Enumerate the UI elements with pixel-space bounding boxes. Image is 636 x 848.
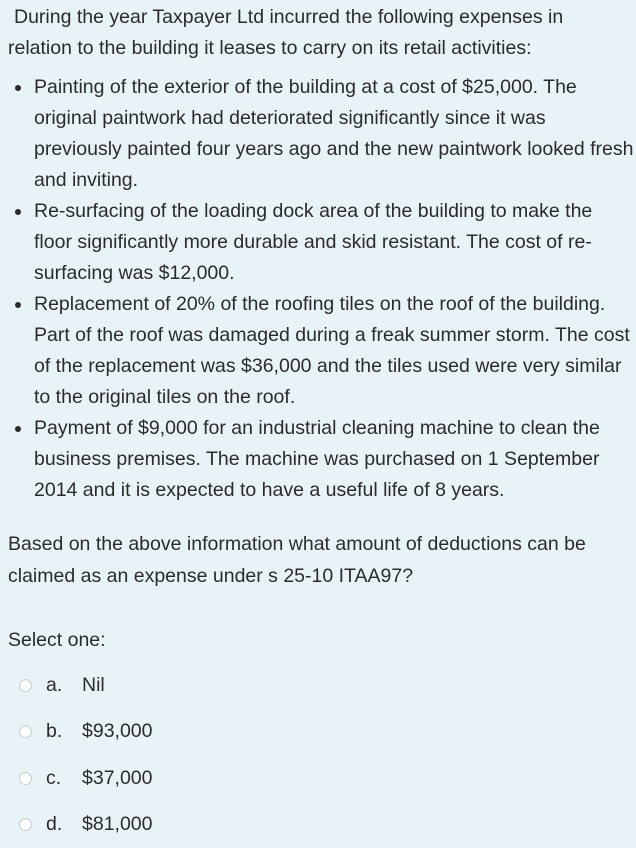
option-text: $37,000	[82, 767, 153, 790]
radio-button-c[interactable]	[19, 772, 32, 785]
radio-button-b[interactable]	[19, 725, 32, 738]
question-intro: During the year Taxpayer Ltd incurred the following expenses in relation to the building it leases to carry on its retail activities:	[0, 0, 636, 64]
bullet-icon	[15, 302, 21, 308]
option-c[interactable]	[0, 755, 636, 802]
expense-item-resurfacing	[0, 196, 636, 289]
option-text: $93,000	[82, 720, 153, 743]
expense-item-cleaning-machine	[0, 413, 636, 506]
expense-item-painting	[0, 72, 636, 196]
answer-options	[0, 662, 636, 848]
list-item-text: Payment of $9,000 for an industrial cleaning machine to clean the business premises. The machine was purchased on 1 September 2014 and it is expected to have a useful life of 8 years.	[34, 417, 600, 501]
option-a[interactable]	[0, 662, 636, 709]
option-text: Nil	[82, 674, 105, 697]
expense-list	[0, 72, 636, 506]
bullet-icon	[15, 209, 21, 215]
select-one-label: Select one:	[0, 624, 636, 656]
list-item-text: Painting of the exterior of the building at a cost of $25,000. The original paintwork had deteriorated significantly since it was previously painted four years ago and the new paintwork looked fresh and inviting.	[34, 76, 633, 191]
expense-item-roofing	[0, 289, 636, 413]
option-letter: a.	[46, 674, 82, 697]
bullet-icon	[15, 85, 21, 91]
option-letter: d.	[46, 813, 82, 836]
list-item-text: Re-surfacing of the loading dock area of the building to make the floor significantly more durable and skid resistant. The cost of re- surfacing was $12,000.	[34, 200, 592, 284]
option-b[interactable]	[0, 709, 636, 756]
option-letter: b.	[46, 720, 82, 743]
option-text: $81,000	[82, 813, 153, 836]
question-prompt: Based on the above information what amount of deductions can be claimed as an expense under s 25-10 ITAA97?	[0, 528, 636, 592]
radio-button-a[interactable]	[19, 679, 32, 692]
option-letter: c.	[46, 767, 82, 790]
list-item-text: Replacement of 20% of the roofing tiles on the roof of the building. Part of the roof was damaged during a freak summer storm. The cost of the replacement was $36,000 and the tiles used were very similar to the original tiles on the roof.	[34, 293, 630, 408]
bullet-icon	[15, 426, 21, 432]
